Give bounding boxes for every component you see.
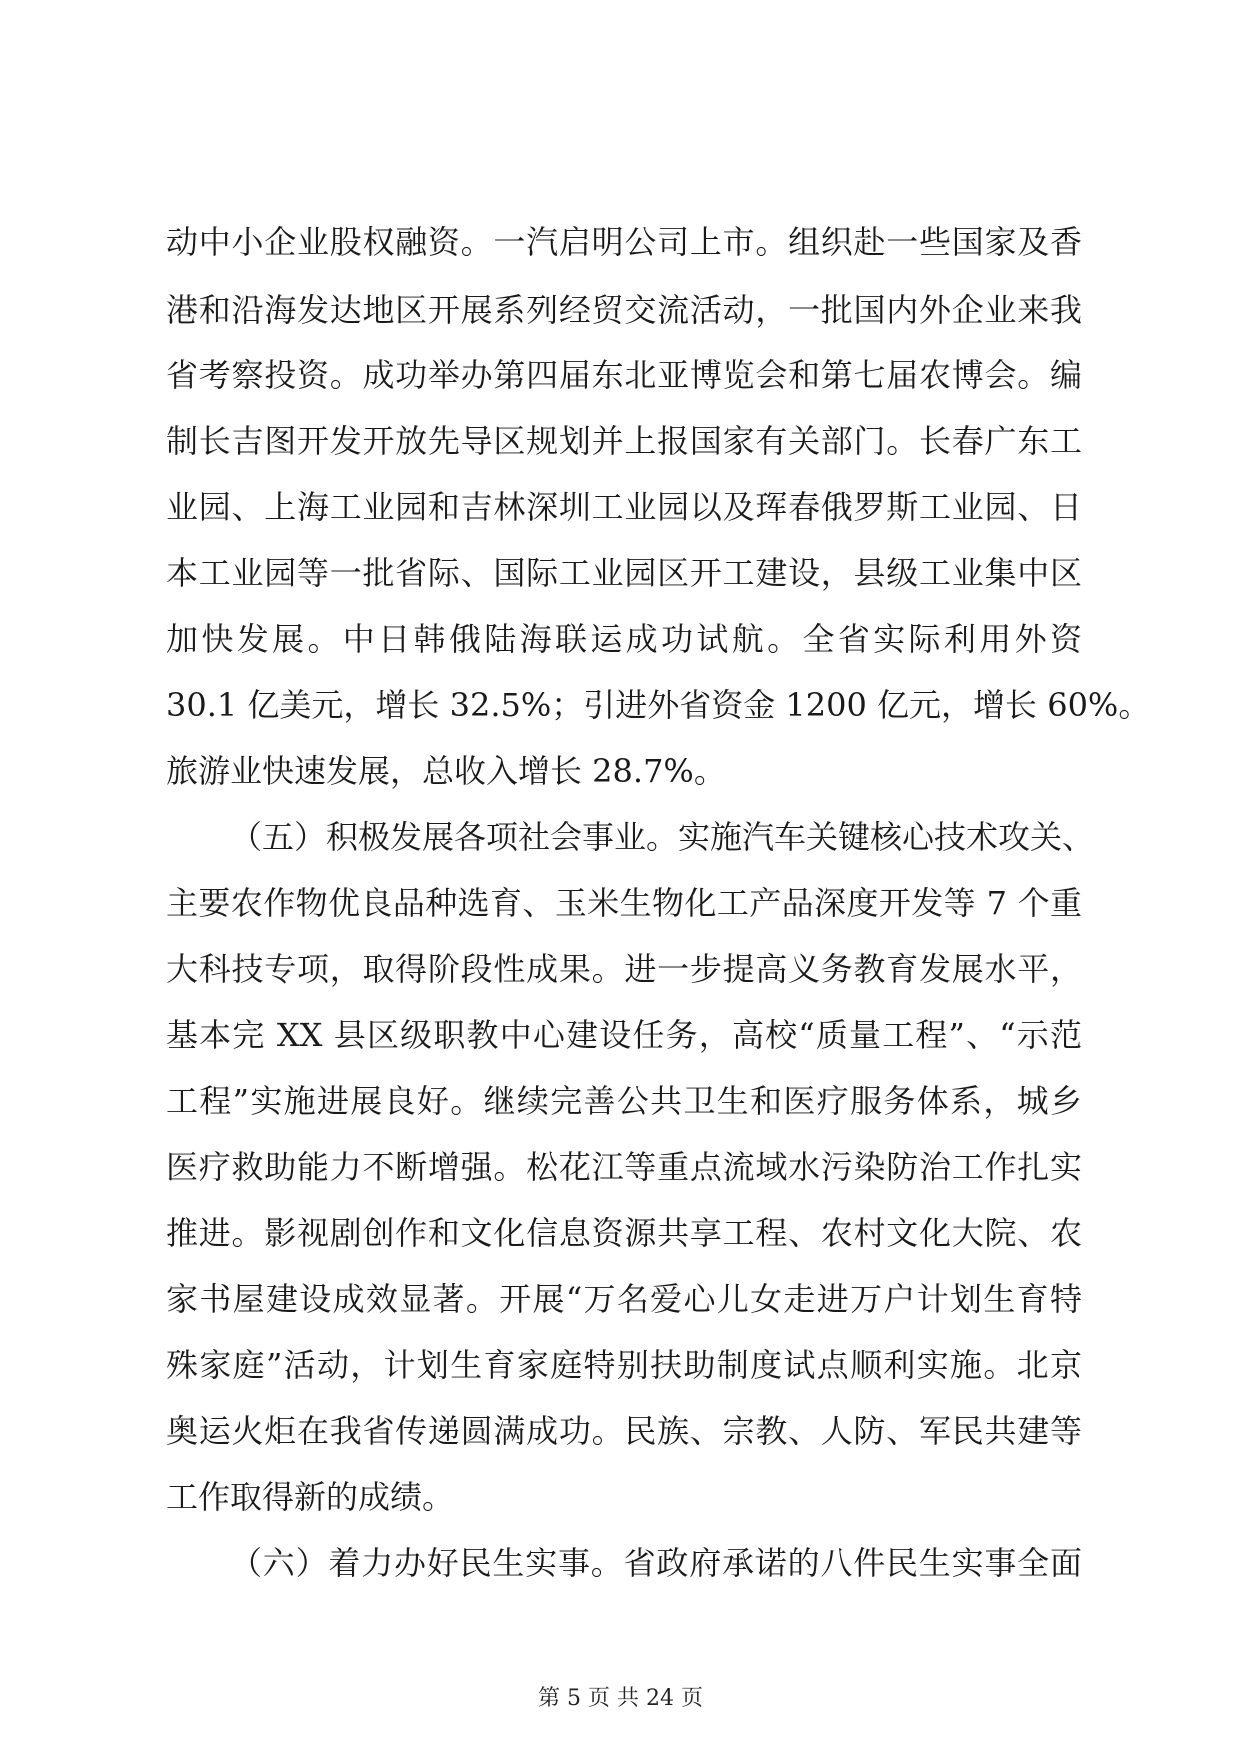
text-line: 大科技专项，取得阶段性成果。进一步提高义务教育发展水平， xyxy=(166,950,1082,988)
text-line: 医疗救助能力不断增强。松花江等重点流域水污染防治工作扎实 xyxy=(166,1148,1082,1186)
paragraph-heading-line: （六）着力办好民生实事。省政府承诺的八件民生实事全面 xyxy=(230,1544,1082,1582)
page-footer: 第 5 页 共 24 页 xyxy=(538,1686,703,1711)
text-line: 殊家庭”活动，计划生育家庭特别扶助制度试点顺利实施。北京 xyxy=(166,1346,1082,1384)
text-line: 工作取得新的成绩。 xyxy=(166,1478,455,1516)
paragraph-heading-line: （五）积极发展各项社会事业。实施汽车关键核心技术攻关、 xyxy=(230,818,1095,856)
text-line: 港和沿海发达地区开展系列经贸交流活动，一批国内外企业来我 xyxy=(166,291,1082,329)
text-line: 制长吉图开发开放先导区规划并上报国家有关部门。长春广东工 xyxy=(166,422,1082,460)
text-line: 主要农作物优良品种选育、玉米生物化工产品深度开发等 7 个重 xyxy=(166,884,1082,922)
text-line: 基本完 XX 县区级职教中心建设任务，高校“质量工程”、“示范 xyxy=(166,1016,1082,1054)
text-line: 推进。影视剧创作和文化信息资源共享工程、农村文化大院、农 xyxy=(166,1214,1082,1252)
text-line: 加快发展。中日韩俄陆海联运成功试航。全省实际利用外资 xyxy=(166,620,1082,658)
text-line: 30.1 亿美元，增长 32.5%；引进外省资金 1200 亿元，增长 60%。 xyxy=(166,686,1151,724)
text-line: 本工业园等一批省际、国际工业园区开工建设，县级工业集中区 xyxy=(166,554,1082,592)
text-line: 家书屋建设成效显著。开展“万名爱心儿女走进万户计划生育特 xyxy=(166,1280,1082,1318)
text-line: 动中小企业股权融资。一汽启明公司上市。组织赴一些国家及香 xyxy=(166,223,1082,261)
text-line: 业园、上海工业园和吉林深圳工业园以及珲春俄罗斯工业园、日 xyxy=(166,488,1082,526)
text-line: 奥运火炬在我省传递圆满成功。民族、宗教、人防、军民共建等 xyxy=(166,1412,1082,1450)
text-line: 旅游业快速发展，总收入增长 28.7%。 xyxy=(166,752,726,790)
text-line: 省考察投资。成功举办第四届东北亚博览会和第七届农博会。编 xyxy=(166,356,1082,394)
text-line: 工程”实施进展良好。继续完善公共卫生和医疗服务体系，城乡 xyxy=(166,1082,1082,1120)
